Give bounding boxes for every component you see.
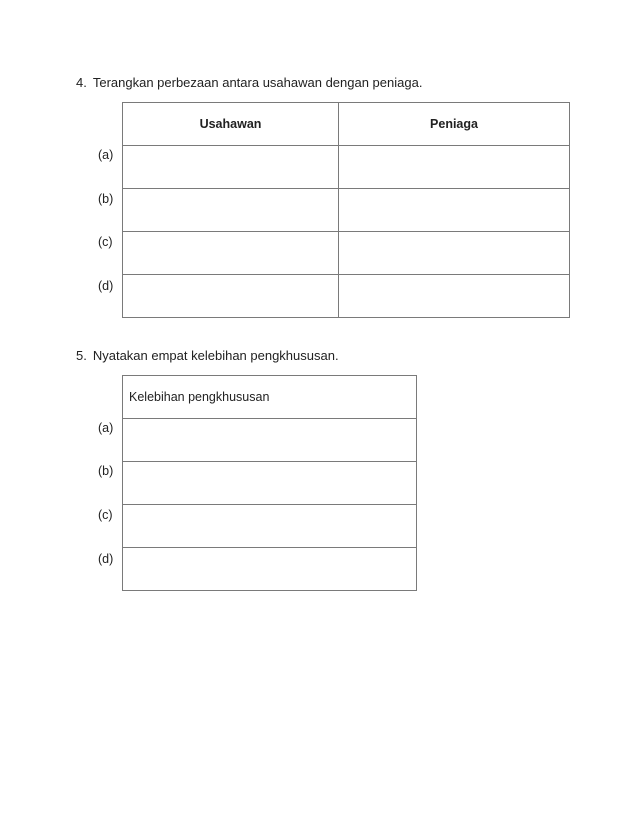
table-header-row bbox=[123, 376, 417, 419]
answer-cell-usahawan-d[interactable] bbox=[123, 275, 339, 318]
answer-cell-peniaga-a[interactable] bbox=[339, 146, 570, 189]
question-4-table bbox=[122, 102, 570, 318]
answer-cell-kelebihan-b[interactable] bbox=[123, 462, 417, 505]
question-5 bbox=[76, 348, 339, 363]
row-label-a: (a) bbox=[98, 421, 114, 435]
table-header-row bbox=[123, 103, 570, 146]
answer-cell-peniaga-c[interactable] bbox=[339, 232, 570, 275]
question-4-text: Terangkan perbezaan antara usahawan dengan peniaga. bbox=[92, 75, 423, 90]
row-label-b: (b) bbox=[98, 192, 114, 206]
row-label-b: (b) bbox=[98, 464, 114, 478]
row-label-d: (d) bbox=[98, 279, 114, 293]
header-usahawan: Usahawan bbox=[123, 103, 339, 146]
answer-cell-usahawan-a[interactable] bbox=[123, 146, 339, 189]
row-label-c: (c) bbox=[98, 508, 113, 522]
header-peniaga: Peniaga bbox=[339, 103, 570, 146]
question-4-number: 4. bbox=[76, 75, 87, 90]
row-label-d: (d) bbox=[98, 552, 114, 566]
answer-cell-peniaga-b[interactable] bbox=[339, 189, 570, 232]
table-row bbox=[123, 232, 570, 275]
question-4 bbox=[76, 75, 422, 90]
table-row bbox=[123, 462, 417, 505]
answer-cell-peniaga-d[interactable] bbox=[339, 275, 570, 318]
answer-cell-kelebihan-d[interactable] bbox=[123, 548, 417, 591]
row-label-c: (c) bbox=[98, 235, 113, 249]
table-row bbox=[123, 505, 417, 548]
table-row bbox=[123, 146, 570, 189]
answer-cell-kelebihan-c[interactable] bbox=[123, 505, 417, 548]
row-label-a: (a) bbox=[98, 148, 114, 162]
answer-cell-usahawan-b[interactable] bbox=[123, 189, 339, 232]
answer-cell-usahawan-c[interactable] bbox=[123, 232, 339, 275]
table-row bbox=[123, 419, 417, 462]
question-5-number: 5. bbox=[76, 348, 87, 363]
header-kelebihan: Kelebihan pengkhususan bbox=[123, 376, 417, 419]
table-row bbox=[123, 548, 417, 591]
answer-cell-kelebihan-a[interactable] bbox=[123, 419, 417, 462]
table-row bbox=[123, 275, 570, 318]
question-5-text: Nyatakan empat kelebihan pengkhususan. bbox=[92, 348, 339, 363]
table-row bbox=[123, 189, 570, 232]
question-5-table bbox=[122, 375, 417, 591]
